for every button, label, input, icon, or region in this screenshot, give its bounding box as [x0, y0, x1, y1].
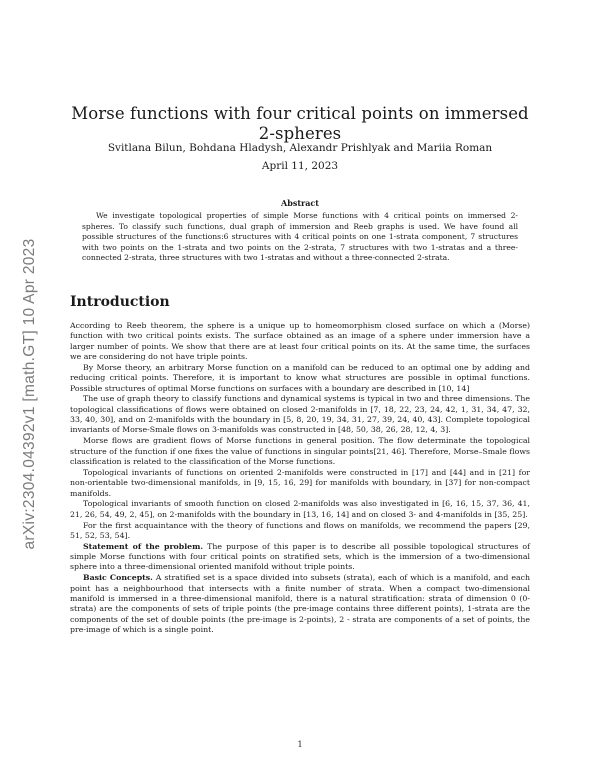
arxiv-identifier: arXiv:2304.04392v1 [math.GT] 10 Apr 2023: [21, 238, 38, 550]
paragraph-lead: Basic Concepts.: [83, 573, 153, 583]
page-number: 1: [297, 740, 303, 749]
paragraph-problem-statement: [70, 542, 530, 573]
paper-title: Morse functions with four critical points on immersed 2-spheres: [71, 104, 529, 143]
arxiv-sidebar-stamp: [8, 168, 52, 620]
paper-authors: Svitlana Bilun, Bohdana Hladysh, Alexandr Prishlyak and Mariia Roman: [107, 142, 493, 154]
introduction-body: [70, 321, 530, 636]
abstract-text: We investigate topological properties of simple Morse functions with 4 critical points on immersed 2-spheres. To classify such functions, dual graph of immersion and Reeb graphs is used. We have found all possible structures of the functions:6 structures with 4 critical points on one 1-strata component, 7 structures with two points on the 1-strata and two points on the 2-strata, 7 structures with two 1-stratas and a three-connected 2-strata, three structures with two 1-stratas and without a three-connected 2-strata.: [82, 211, 518, 263]
paragraph-text: The purpose of this paper is to describe all possible topological structures of simple Morse functions with four critical points on stratified sets, which is the immersion of a two-dimensional sphere into a three-dimensional oriented manifold without triple points.: [70, 541, 531, 572]
paragraph: According to Reeb theorem, the sphere is a unique up to homeomorphism closed surface on which a (Morse) function with two critical points exists. The surface obtained as an image of a sphere under immersion have a larger number of points. We show that there are at least four critical points on its. At the same time, the surfaces we are considering do not have triple points.: [70, 321, 530, 362]
paragraph-text: A stratified set is a space divided into subsets (strata), each of which is a manifold, and each point has a neighbourhood that intersects with a finite number of strata. When a compact two-dimensional manifold is immersed in a three-dimensional manifold, there is a natural stratification: strata of dimension 0 (0-strata) are the components of sets of triple points (the pre-image contains three different points), 1-strata are the components of the set of double points (the pre-image is 2-points), 2 - strata are components of a set of points, the pre-image of which is a single point.: [70, 573, 530, 634]
paragraph: The use of graph theory to classify functions and dynamical systems is typical in two and three dimensions. The topological classifications of flows were obtained on closed 2-manifolds in [7, 18, 22, 23, 24, 42, 1, 31, 34, 47, 32, 33, 40, 30], and on 2-manifolds with the boundary in [5, 8, 20, 19, 34, 31, 27, 39, 24, 40, 43]. Complete topological invariants of Morse-Smale flows on 3-manifolds was constructed in [48, 50, 38, 26, 28, 12, 4, 3].: [70, 394, 530, 435]
paragraph: Topological invariants of smooth function on closed 2-manifolds was also investigated in [6, 16, 15, 37, 36, 41, 21, 26, 54, 49, 2, 45], on 2-manifolds with the boundary in [13, 16, 14] and on closed 3- and 4-manifolds in [35, 25].: [70, 499, 530, 519]
paragraph: Morse flows are gradient flows of Morse functions in general position. The flow determinate the topological structure of the function if one fixes the value of functions in singular points[21, 46]. Therefore, Morse–Smale flows classification is related to the classification of the Morse functions.: [70, 436, 530, 466]
paper-date: April 11, 2023: [261, 160, 339, 172]
abstract-heading: Abstract: [281, 198, 319, 208]
paragraph-lead: Statement of the problem.: [83, 541, 204, 551]
section-heading-introduction: Introduction: [70, 294, 170, 310]
paragraph-basic-concepts: [70, 573, 530, 635]
paragraph: By Morse theory, an arbitrary Morse function on a manifold can be reduced to an optimal one by adding and reducing critical points. Therefore, it is important to know what structures are possible in optimal functions. Possible structures of optimal Morse functions on surfaces with a boundary are described in [10, 14]: [70, 362, 530, 393]
paragraph: For the first acquaintance with the theory of functions and flows on manifolds, we recommend the papers [29, 51, 52, 53, 54].: [70, 520, 530, 540]
paragraph: Topological invariants of functions on oriented 2-manifolds were constructed in [17] and [44] and in [21] for non-orientable two-dimensional manifolds, in [9, 15, 16, 29] for manifolds with boundary, in [37] for non-compact manifolds.: [70, 467, 530, 498]
